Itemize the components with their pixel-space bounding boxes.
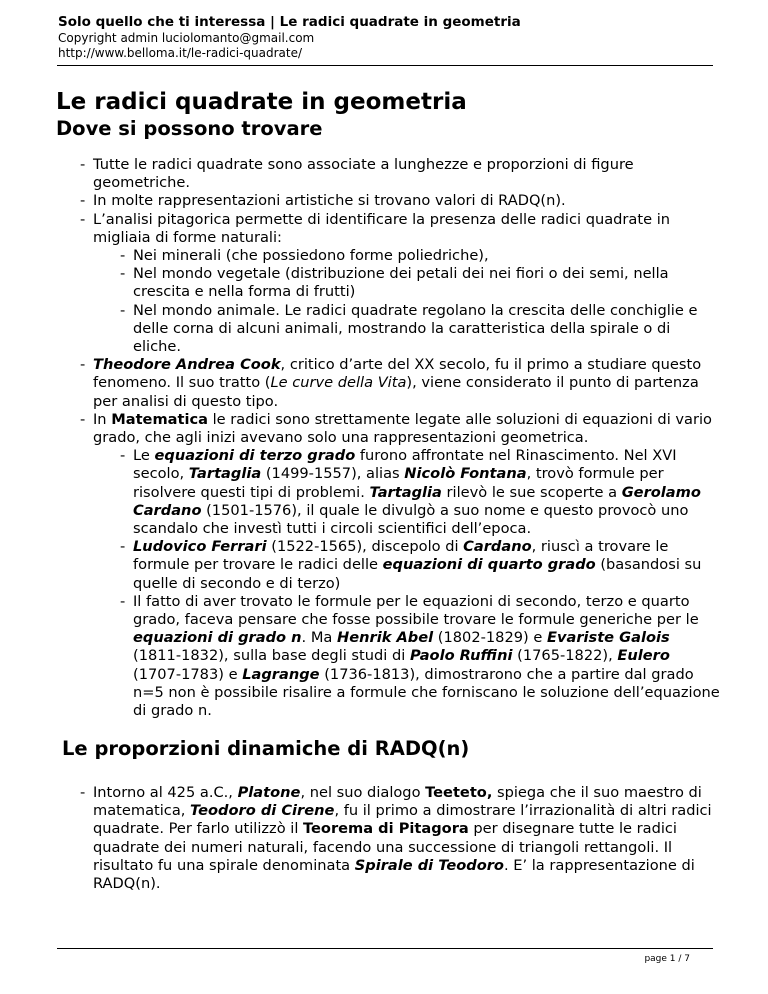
sub-bullet-degree-n — [120, 593, 720, 720]
term-matematica: Matematica — [111, 410, 208, 428]
name-galois: Evariste Galois — [546, 629, 670, 647]
text: (1707-1783) e — [133, 665, 243, 683]
bullet-artistic — [80, 192, 720, 210]
text: Intorno al 425 a.C., — [93, 784, 238, 801]
name-ferrari: Ludovico Ferrari — [133, 538, 267, 556]
text: Il fatto di aver trovato le formule per le equazioni di secondo, terzo e quarto grado, faceva pensare che fosse possibile trovare le formule generiche per le — [133, 592, 699, 629]
text: . E’ la rappresentazione di RADQ(n). — [93, 856, 695, 893]
name-fontana: Nicolò Fontana — [404, 465, 527, 483]
sub-bullet-third-degree — [120, 447, 720, 538]
term-pitagora: Teorema di Pitagora — [303, 820, 469, 838]
name-cardano: Gerolamo Cardano — [133, 483, 701, 519]
text: , fu il primo a dimostrare l’irrazionalità di altri radici quadrate. Per farlo utilizzò il — [93, 802, 712, 838]
text: Le — [133, 447, 155, 465]
footer-rule — [57, 948, 713, 949]
name-platone: Platone — [237, 784, 301, 801]
text: (basandosi su quelle di secondo e di terzo) — [133, 556, 702, 592]
text: furono affrontate nel Rinascimento. Nel XVI secolo, — [133, 447, 677, 483]
header-rule — [57, 65, 713, 66]
text: . Ma — [301, 629, 337, 647]
sub-bullet-minerals — [120, 247, 720, 265]
text: (1736-1813), dimostrarono che a partire dal grado n=5 non è possibile risalire a formule che forniscano le soluzione dell’equazione di grado n. — [133, 665, 720, 720]
text: (1765-1822), — [512, 647, 618, 665]
page-title: Le radici quadrate in geometria — [56, 89, 467, 115]
sub-list-nature — [120, 247, 720, 356]
header-title: Solo quello che ti interessa | Le radici quadrate in geometria — [58, 14, 521, 30]
bullet-text: Nei minerali (che possiedono forme poliedriche), — [133, 247, 489, 265]
text: (1499-1557), alias — [261, 465, 405, 483]
term-eq3: equazioni di terzo grado — [154, 447, 356, 465]
section-1-body — [80, 156, 720, 720]
text: , riuscì a trovare le formule per trovare le radici delle — [133, 538, 669, 574]
name-tartaglia: Tartaglia — [188, 465, 262, 483]
sub-bullet-fourth-degree — [120, 538, 720, 593]
term-spirale: Spirale di Teodoro — [354, 856, 504, 874]
bullet-pythagorean-analysis — [80, 211, 720, 357]
bullet-mathematics — [80, 411, 720, 720]
name-teodoro: Teodoro di Cirene — [190, 802, 335, 820]
text: (1501-1576), il quale le divulgò a suo nome e questo provocò uno scandalo che investì tutti i circoli scientifici dell’epoca. — [133, 501, 689, 538]
term-eqn: equazioni di grado n — [133, 629, 302, 647]
section-2-body — [80, 784, 720, 893]
text: spiega che il suo maestro di matematica, — [93, 784, 702, 820]
bullet-text: In molte rappresentazioni artistiche si trovano valori di RADQ(n). — [93, 192, 566, 210]
term-teeteto: Teeteto, — [425, 784, 493, 801]
bullet-cook — [80, 356, 720, 411]
text: (1811-1832), sulla base degli studi di — [133, 647, 410, 665]
term-eq4: equazioni di quarto grado — [382, 556, 596, 574]
text: ), viene considerato il punto di partenza per analisi di questo tipo. — [93, 374, 699, 410]
book-title: Le curve della Vita — [270, 374, 407, 392]
header-copyright: Copyright admin luciolomanto@gmail.com — [58, 31, 315, 45]
name-tartaglia: Tartaglia — [369, 483, 442, 501]
bullet-text: Nel mondo vegetale (distribuzione dei petali dei nei fiori o dei semi, nella crescita e nella forma di frutti) — [133, 265, 669, 301]
text: , nel suo dialogo — [300, 784, 426, 801]
bullet-text: L’analisi pitagorica permette di identificare la presenza delle radici quadrate in migliaia di forme naturali: — [93, 210, 671, 246]
page-subtitle: Dove si possono trovare — [56, 117, 323, 140]
bullet-text: Tutte le radici quadrate sono associate a lunghezze e proporzioni di figure geometriche. — [93, 156, 634, 192]
name-lagrange: Lagrange — [242, 665, 320, 683]
sub-bullet-plants — [120, 265, 720, 301]
text: In — [93, 410, 112, 428]
bullet-geometric-figures — [80, 156, 720, 192]
text: (1802-1829) e — [433, 629, 547, 647]
sub-bullet-animals — [120, 302, 720, 357]
text: , trovò formule per risolvere questi tipi di problemi. — [133, 465, 664, 501]
header-url: http://www.belloma.it/le-radici-quadrate/ — [58, 46, 303, 60]
sub-list-equations — [120, 447, 720, 720]
name-abel: Henrik Abel — [337, 629, 434, 647]
bullet-list — [80, 156, 720, 720]
document-header — [58, 14, 713, 61]
bullet-list — [80, 784, 720, 893]
name-ruffini: Paolo Ruffini — [409, 647, 513, 665]
name-eulero: Eulero — [617, 647, 670, 665]
text: , critico d’arte del XX secolo, fu il primo a studiare questo fenomeno. Il suo tratto ( — [93, 356, 702, 392]
name-cardano: Cardano — [463, 538, 532, 556]
name-cook: Theodore Andrea Cook — [93, 356, 281, 374]
text: per disegnare tutte le radici quadrate dei numeri naturali, facendo una successione di triangoli rettangoli. Il risultato fu una spirale denominata — [93, 820, 677, 874]
text: rilevò le sue scoperte a — [441, 483, 622, 501]
text: (1522-1565), discepolo di — [266, 538, 464, 556]
bullet-text: Nel mondo animale. Le radici quadrate regolano la crescita delle conchiglie e delle corna di alcuni animali, mostrando la caratteristica della spirale o di eliche. — [133, 301, 698, 356]
section-2-heading: Le proporzioni dinamiche di RADQ(n) — [62, 737, 470, 760]
bullet-platone — [80, 784, 720, 893]
text: le radici sono strettamente legate alle soluzioni di equazioni di vario grado, che agli inizi avevano solo una rappresentazioni geometrica. — [93, 410, 712, 447]
page-number: page 1 / 7 — [644, 954, 690, 964]
